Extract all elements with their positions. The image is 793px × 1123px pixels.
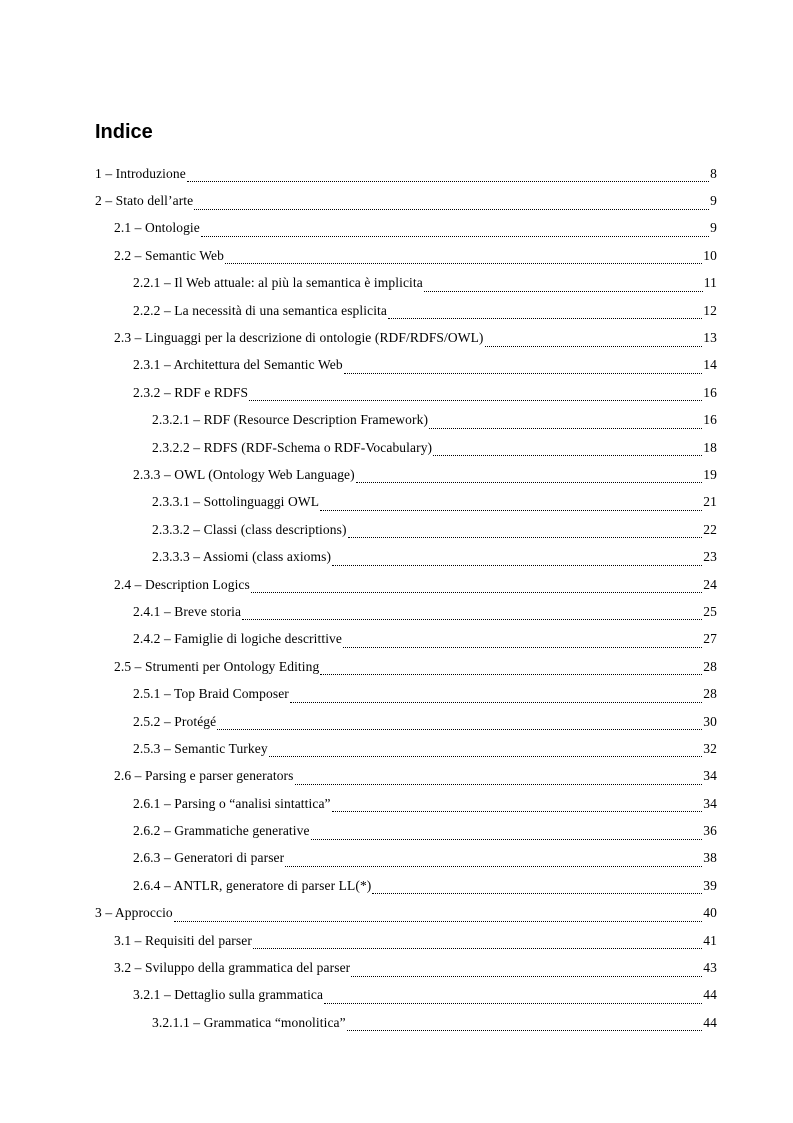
toc-entry[interactable] [0, 598, 793, 625]
toc-entry-title: 2.6.4 – ANTLR, generatore di parser LL(*) [133, 877, 372, 893]
toc-entry-title: 2.4.1 – Breve storia [133, 603, 242, 619]
toc-entry-page-number: 9 [710, 193, 717, 209]
toc-entry-page-number: 10 [703, 247, 717, 263]
toc-entry-title: 2.2.2 – La necessità di una semantica esplicita [133, 302, 387, 318]
toc-entry-page-number: 44 [703, 987, 717, 1003]
toc-entry-title: 2.5 – Strumenti per Ontology Editing [114, 658, 320, 674]
toc-entry-title: 2.3.2 – RDF e RDFS [133, 384, 249, 400]
toc-entry[interactable] [0, 516, 793, 543]
dot-leader [285, 856, 702, 867]
toc-entry[interactable] [0, 845, 793, 872]
toc-entry-page-number: 44 [703, 1014, 717, 1030]
page-title: Indice [95, 121, 153, 143]
toc-entry-title: 3 – Approccio [95, 905, 173, 921]
toc-entry-page-number: 23 [703, 549, 717, 565]
toc-entry-page-number: 28 [703, 658, 717, 674]
toc-entry[interactable] [0, 543, 793, 570]
toc-entry-page-number: 39 [703, 877, 717, 893]
toc-entry[interactable] [0, 900, 793, 927]
toc-entry-title: 2.5.2 – Protégé [133, 713, 217, 729]
toc-entry[interactable] [0, 352, 793, 379]
toc-entry-page-number: 21 [703, 494, 717, 510]
toc-entry-page-number: 38 [703, 850, 717, 866]
toc-entry[interactable] [0, 270, 793, 297]
toc-entry[interactable] [0, 626, 793, 653]
toc-entry[interactable] [0, 790, 793, 817]
toc-entry[interactable] [0, 407, 793, 434]
toc-entry-title: 2.1 – Ontologie [114, 220, 200, 236]
dot-leader [320, 664, 702, 675]
toc-entry-title: 2 – Stato dell’arte [95, 193, 194, 209]
dot-leader [347, 1020, 703, 1031]
table-of-contents [0, 160, 793, 1037]
dot-leader [320, 500, 702, 511]
dot-leader [332, 555, 702, 566]
toc-entry[interactable] [0, 982, 793, 1009]
toc-entry[interactable] [0, 160, 793, 187]
toc-entry[interactable] [0, 324, 793, 351]
toc-entry[interactable] [0, 817, 793, 844]
dot-leader [295, 774, 703, 785]
toc-entry-title: 2.3.2.1 – RDF (Resource Description Framework) [152, 412, 429, 428]
toc-entry-page-number: 43 [703, 960, 717, 976]
toc-entry-page-number: 32 [703, 740, 717, 756]
toc-entry[interactable] [0, 379, 793, 406]
dot-leader [351, 966, 702, 977]
dot-leader [485, 336, 703, 347]
toc-entry-page-number: 25 [703, 603, 717, 619]
toc-entry-title: 2.3.3 – OWL (Ontology Web Language) [133, 466, 355, 482]
toc-entry[interactable] [0, 434, 793, 461]
dot-leader [332, 801, 703, 812]
dot-leader [324, 993, 702, 1004]
toc-entry-page-number: 13 [703, 330, 717, 346]
toc-entry[interactable] [0, 680, 793, 707]
toc-entry-page-number: 30 [703, 713, 717, 729]
dot-leader [201, 226, 709, 237]
toc-entry-title: 2.3.3.2 – Classi (class descriptions) [152, 521, 347, 537]
toc-entry[interactable] [0, 242, 793, 269]
toc-entry-page-number: 12 [703, 302, 717, 318]
toc-entry-title: 1 – Introduzione [95, 165, 186, 181]
toc-entry[interactable] [0, 954, 793, 981]
toc-entry-title: 2.3 – Linguaggi per la descrizione di ontologie (RDF/RDFS/OWL) [114, 330, 484, 346]
dot-leader [187, 171, 709, 182]
toc-entry-title: 3.2.1 – Dettaglio sulla grammatica [133, 987, 324, 1003]
toc-entry-title: 2.3.3.1 – Sottolinguaggi OWL [152, 494, 320, 510]
dot-leader [253, 938, 702, 949]
toc-entry[interactable] [0, 489, 793, 516]
dot-leader [356, 472, 703, 483]
toc-entry-title: 2.6.1 – Parsing o “analisi sintattica” [133, 795, 331, 811]
toc-entry-page-number: 16 [703, 412, 717, 428]
toc-entry-title: 2.4 – Description Logics [114, 576, 250, 592]
dot-leader [290, 692, 702, 703]
dot-leader [372, 883, 702, 894]
toc-entry-page-number: 16 [703, 384, 717, 400]
dot-leader [343, 637, 702, 648]
toc-entry[interactable] [0, 708, 793, 735]
toc-entry-page-number: 8 [710, 165, 717, 181]
toc-entry-page-number: 34 [703, 795, 717, 811]
toc-entry-page-number: 9 [710, 220, 717, 236]
dot-leader [429, 418, 702, 429]
dot-leader [348, 527, 703, 538]
dot-leader [344, 363, 703, 374]
toc-entry-page-number: 40 [703, 905, 717, 921]
dot-leader [269, 746, 703, 757]
toc-entry-page-number: 18 [703, 439, 717, 455]
toc-entry-title: 2.6.3 – Generatori di parser [133, 850, 285, 866]
toc-entry-title: 3.2 – Sviluppo della grammatica del parser [114, 960, 351, 976]
toc-entry-page-number: 27 [703, 631, 717, 647]
toc-entry-page-number: 36 [703, 823, 717, 839]
toc-entry-title: 2.5.3 – Semantic Turkey [133, 740, 268, 756]
toc-entry-page-number: 19 [703, 466, 717, 482]
dot-leader [311, 829, 703, 840]
toc-entry[interactable] [0, 571, 793, 598]
dot-leader [242, 609, 702, 620]
toc-entry[interactable] [0, 763, 793, 790]
toc-entry-title: 3.1 – Requisiti del parser [114, 932, 252, 948]
toc-entry-title: 2.2.1 – Il Web attuale: al più la semantica è implicita [133, 275, 423, 291]
toc-entry-title: 2.5.1 – Top Braid Composer [133, 686, 289, 702]
dot-leader [249, 390, 702, 401]
toc-entry[interactable] [0, 872, 793, 899]
toc-entry-title: 2.6.2 – Grammatiche generative [133, 823, 310, 839]
toc-entry-title: 2.6 – Parsing e parser generators [114, 768, 294, 784]
toc-entry[interactable] [0, 1009, 793, 1036]
toc-entry-title: 2.2 – Semantic Web [114, 247, 224, 263]
dot-leader [433, 445, 702, 456]
toc-entry-page-number: 24 [703, 576, 717, 592]
toc-entry-title: 2.3.2.2 – RDFS (RDF-Schema o RDF-Vocabulary) [152, 439, 433, 455]
toc-entry[interactable] [0, 927, 793, 954]
dot-leader [174, 911, 703, 922]
toc-entry-page-number: 41 [703, 932, 717, 948]
dot-leader [194, 199, 709, 210]
toc-entry-title: 2.3.1 – Architettura del Semantic Web [133, 357, 343, 373]
toc-entry-title: 2.4.2 – Famiglie di logiche descrittive [133, 631, 342, 647]
toc-entry-page-number: 14 [703, 357, 717, 373]
dot-leader [388, 308, 702, 319]
toc-entry-page-number: 28 [703, 686, 717, 702]
toc-entry-page-number: 34 [703, 768, 717, 784]
toc-entry-title: 3.2.1.1 – Grammatica “monolitica” [152, 1014, 346, 1030]
toc-entry-page-number: 11 [703, 275, 717, 291]
toc-entry[interactable] [0, 461, 793, 488]
toc-entry[interactable] [0, 215, 793, 242]
toc-entry-page-number: 22 [703, 521, 717, 537]
toc-entry[interactable] [0, 735, 793, 762]
dot-leader [225, 253, 702, 264]
toc-entry[interactable] [0, 187, 793, 214]
toc-entry[interactable] [0, 297, 793, 324]
toc-entry-title: 2.3.3.3 – Assiomi (class axioms) [152, 549, 332, 565]
dot-leader [217, 719, 702, 730]
dot-leader [424, 281, 703, 292]
dot-leader [251, 582, 702, 593]
toc-entry[interactable] [0, 653, 793, 680]
